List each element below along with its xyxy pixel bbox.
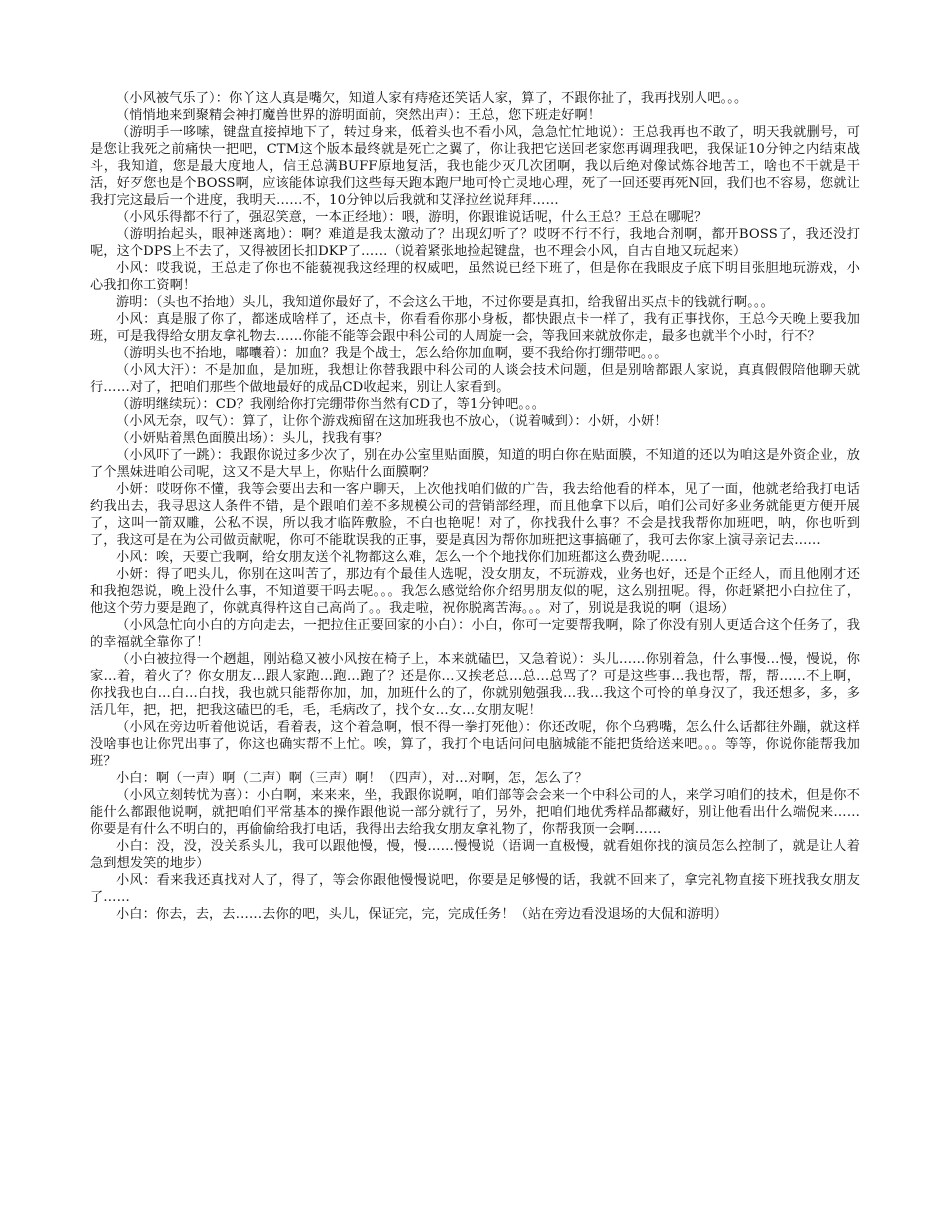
- paragraph: （游明抬起头，眼神迷离地）：啊？难道是我太激动了？出现幻听了？哎呀不行不行，我地合剂啊，都开BOSS了，我还没打呢，这个DPS上不去了，又得被团长扣DKP了……（说着紧张地捡起键盘，也不理会小风，自古自地又玩起来）: [90, 227, 860, 259]
- paragraph: 小白：你去，去，去……去你的吧，头儿，保证完，完，完成任务！（站在旁边看没退场的大侃和游明）: [116, 907, 728, 922]
- paragraph: （小风急忙向小白的方向走去，一把拉住正要回家的小白）：小白，你可一定要帮我啊，除了你没有别人更适合这个任务了，我的幸福就全靠你了！: [90, 618, 860, 650]
- paragraph: 小白：没，没，没关系头儿，我可以跟他慢，慢，慢……慢慢说（语调一直极慢，就看姐你找的演员怎么控制了，就是让人着急到想发笑的地步）: [90, 839, 860, 871]
- paragraph: （小白被拉得一个趔趄，刚站稳又被小风按在椅子上，本来就磕巴，又急着说）：头儿……你别着急，什么事慢…慢，慢说，你家…着，着火了？你女朋友…跟人家跑…跑…跑了？还是你…又挨老总…总…总骂了？可是这些事…我也帮，帮，帮……不上啊，你找我也白…白…白找，我也就只能帮你加，加，加班什么的了，你就别勉强我…我…我这个可怜的单身汉了，我还想多，多，多活几年，把，把，把我这磕巴的毛，毛，毛病改了，找个女…女…女朋友呢！: [90, 652, 860, 718]
- paragraph: （游明手一哆嗦，键盘直接掉地下了，转过身来，低着头也不看小风，急急忙忙地说）：王总我再也不敢了，明天我就删号，可是您让我死之前痛快一把吧，CTM这个版本最终就是死亡之翼了，你让我把它送回老家您再调理我吧，我保证10分钟之内结束战斗，我知道，您是最大度地人，信王总满BUFF原地复活，我也能少灭几次团啊，我以后绝对像试炼谷地苦工，啥也不干就是干活，好歹您也是个BOSS啊，应该能体谅我们这些每天跑本跑尸地可怜亡灵地心理，死了一回还要再死N回，我们也不容易，您就让我打完这最后一个进度，我明天……不，10分钟以后我就和艾泽拉丝说拜拜……: [90, 125, 860, 208]
- paragraph: （小风被气乐了）：你丫这人真是嘴欠，知道人家有痔疮还笑话人家，算了，不跟你扯了，我再找别人吧。。。: [116, 91, 748, 106]
- paragraph: （小妍贴着黑色面膜出场）：头儿，找我有事？: [116, 431, 389, 446]
- paragraph: （小风大汗）：不是加血，是加班，我想让你替我跟中科公司的人谈会技术问题，但是别啥都跟人家说，真真假假陪他聊天就行……对了，把咱们那些个做地最好的成品CD收起来，别让人家看到。: [90, 363, 860, 395]
- paragraph: 小风：真是服了你了，都迷成啥样了，还点卡，你看看你那小身板，都快跟点卡一样了，我有正事找你，王总今天晚上要我加班，可是我得给女朋友拿礼物去……你能不能等会跟中科公司的人周旋一会，等我回来就放你走，最多也就半个小时，行不？: [90, 312, 860, 344]
- paragraph: （小风立刻转忧为喜）：小白啊，来来来，坐，我跟你说啊，咱们部等会会来一个中科公司的人，来学习咱们的技术，但是你不能什么都跟他说啊，就把咱们平常基本的操作跟他说一部分就行了，另外，把咱们地优秀样品都藏好，别让他看出什么端倪来……你要是有什么不明白的，再偷偷给我打电话，我得出去给我女朋友拿礼物了，你帮我顶一会啊……: [90, 788, 860, 837]
- paragraph: （游明继续玩）：CD？我刚给你打完绷带你当然有CD了，等1分钟吧。。。: [116, 397, 546, 412]
- paragraph: 游明：（头也不抬地）头儿，我知道你最好了，不会这么干地，不过你要是真扣，给我留出买点卡的钱就行啊。。。: [116, 295, 774, 310]
- paragraph: 小白：啊（一声）啊（二声）啊（三声）啊！（四声），对…对啊，怎，怎么了？: [116, 771, 588, 786]
- script-page: [90, 90, 860, 923]
- paragraph: 小风：看来我还真找对人了，得了，等会你跟他慢慢说吧，你要是足够慢的话，我就不回来了，拿完礼物直接下班找我女朋友了……: [90, 873, 860, 905]
- paragraph: 小妍：得了吧头儿，你别在这叫苦了，那边有个最佳人选呢，没女朋友，不玩游戏，业务也好，还是个正经人，而且他刚才还和我抱怨说，晚上没什么事，不知道要干吗去呢。。。我怎么感觉给你介绍男朋友似的呢，这么别扭呢。得，你赶紧把小白拉住了，他这个劳力要是跑了，你就真得杵这自己高尚了。。我走啦，祝你脱离苦海。。。对了，别说是我说的啊（退场）: [90, 567, 860, 616]
- paragraph: （小风在旁边听着他说话，看着表，这个着急啊，恨不得一拳打死他）：你还改呢，你个乌鸦嘴，怎么什么话都往外蹦，就这样没啥事也让你咒出事了，你这也确实帮不上忙。唉，算了，我打个电话问问电脑城能不能把货给送来吧。。。等等，你说你能帮我加班？: [90, 720, 860, 769]
- paragraph: 小风：哎我说，王总走了你也不能藐视我这经理的权威吧，虽然说已经下班了，但是你在我眼皮子底下明目张胆地玩游戏，小心我扣你工资啊！: [90, 261, 860, 293]
- paragraph: （小风乐得都不行了，强忍笑意，一本正经地）：喂，游明，你跟谁说话呢，什么王总？王总在哪呢？: [116, 210, 708, 225]
- paragraph: （悄悄地来到聚精会神打魔兽世界的游明面前，突然出声）：王总，您下班走好啊！: [116, 108, 602, 123]
- paragraph: （小风无奈，叹气）：算了，让你个游戏痴留在这加班我也不放心，（说着喊到）：小妍，小妍！: [116, 414, 668, 429]
- paragraph: （游明头也不抬地，嘟囔着）：加血？我是个战士，怎么给你加血啊，要不我给你打绷带吧。。。: [116, 346, 668, 361]
- paragraph: 小妍：哎呀你不懂，我等会要出去和一客户聊天，上次他找咱们做的广告，我去给他看的样本，见了一面，他就老给我打电话约我出去，我寻思这人条件不错，是个跟咱们差不多规模公司的营销部经理，而且他拿下以后，咱们公司好多业务就能更方便开展了，这叫一箭双雕，公私不误，所以我才临阵敷脸，不白也艳呢！对了，你找我什么事？不会是找我帮你加班吧，呐，你也听到了，我这可是在为公司做贡献呢，你可不能耽误我的正事，要是真因为帮你加班把这事搞砸了，我可去你家上演寻亲记去……: [90, 482, 860, 548]
- paragraph: 小风：唉，天要亡我啊，给女朋友送个礼物都这么难，怎么一个个地找你们加班都这么费劲呢……: [116, 550, 688, 565]
- paragraph: （小风吓了一跳）：我跟你说过多少次了，别在办公室里贴面膜，知道的明白你在贴面膜，不知道的还以为咱这是外资企业，放了个黑妹进咱公司呢，这又不是大早上，你贴什么面膜啊？: [90, 448, 860, 480]
